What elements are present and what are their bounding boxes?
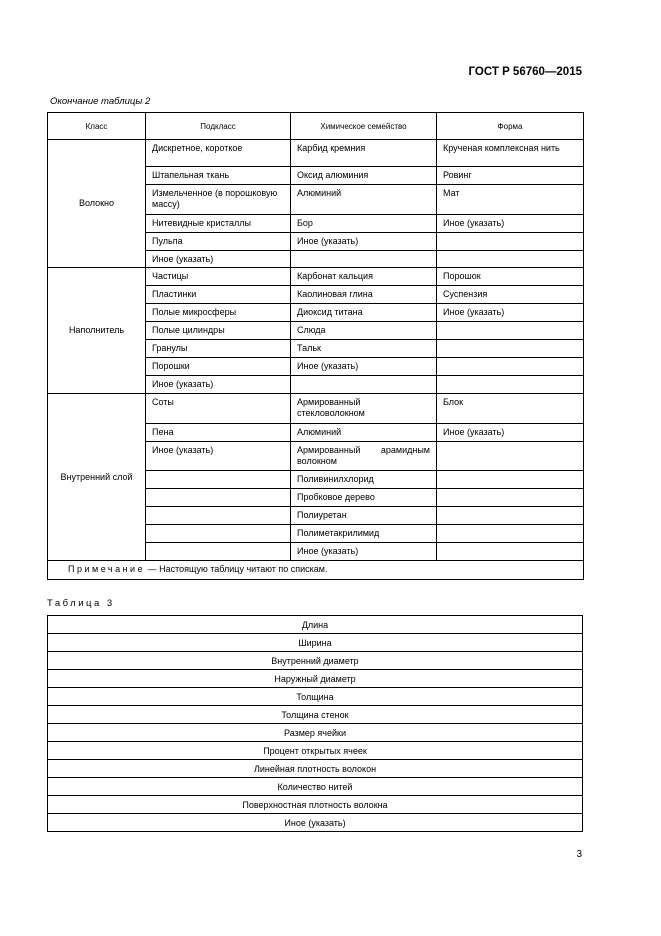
form-cell: Иное (указать)	[437, 424, 584, 442]
parameter-cell: Поверхностная плотность волокна	[48, 796, 583, 814]
family-cell: Слюда	[291, 322, 437, 340]
table-3-caption: Таблица 3	[47, 598, 115, 609]
form-cell: Ровинг	[437, 167, 584, 185]
form-cell	[437, 358, 584, 376]
form-cell	[437, 251, 584, 268]
class-cell: Внутренний слой	[48, 394, 146, 561]
column-header: Химическое семейство	[291, 113, 437, 140]
subclass-cell: Иное (указать)	[146, 251, 291, 268]
subclass-cell: Дискретное, короткое	[146, 140, 291, 167]
family-cell: Карбид кремния	[291, 140, 437, 167]
table-row	[48, 268, 584, 286]
table-row	[48, 742, 583, 760]
family-cell: Карбонат кальция	[291, 268, 437, 286]
subclass-cell	[146, 471, 291, 489]
subclass-cell: Пена	[146, 424, 291, 442]
subclass-cell	[146, 489, 291, 507]
column-header: Форма	[437, 113, 584, 140]
parameter-cell: Количество нитей	[48, 778, 583, 796]
table-row	[48, 652, 583, 670]
form-cell	[437, 543, 584, 561]
subclass-cell: Штапельная ткань	[146, 167, 291, 185]
table-row	[48, 706, 583, 724]
class-cell: Волокно	[48, 140, 146, 268]
subclass-cell: Соты	[146, 394, 291, 424]
table-row	[48, 724, 583, 742]
form-cell	[437, 233, 584, 251]
parameter-cell: Линейная плотность волокон	[48, 760, 583, 778]
subclass-cell: Иное (указать)	[146, 376, 291, 394]
form-cell	[437, 322, 584, 340]
family-cell: Бор	[291, 215, 437, 233]
form-cell	[437, 507, 584, 525]
subclass-cell: Иное (указать)	[146, 442, 291, 471]
note-label: Примечание	[68, 564, 146, 574]
family-cell: Пробковое дерево	[291, 489, 437, 507]
table-row	[48, 796, 583, 814]
table-row	[48, 760, 583, 778]
page-number: 3	[576, 849, 582, 860]
form-cell	[437, 471, 584, 489]
subclass-cell: Полые микросферы	[146, 304, 291, 322]
parameter-cell: Толщина стенок	[48, 706, 583, 724]
family-cell: Армированный арамидным волокном	[291, 442, 437, 471]
subclass-cell	[146, 507, 291, 525]
form-cell: Блок	[437, 394, 584, 424]
table-row	[48, 394, 584, 424]
parameter-cell: Ширина	[48, 634, 583, 652]
family-cell: Армированный стекловолокном	[291, 394, 437, 424]
table-row	[48, 634, 583, 652]
parameter-cell: Длина	[48, 616, 583, 634]
subclass-cell: Пульпа	[146, 233, 291, 251]
form-cell	[437, 489, 584, 507]
table-row	[48, 778, 583, 796]
subclass-cell: Порошки	[146, 358, 291, 376]
parameter-cell: Размер ячейки	[48, 724, 583, 742]
family-cell	[291, 251, 437, 268]
parameter-cell: Иное (указать)	[48, 814, 583, 832]
subclass-cell: Измельченное (в порошковую массу)	[146, 185, 291, 215]
document-header: ГОСТ Р 56760—2015	[468, 66, 582, 78]
note-text: — Настоящую таблицу читают по спискам.	[145, 564, 328, 574]
form-cell: Порошок	[437, 268, 584, 286]
form-cell	[437, 376, 584, 394]
table-row	[48, 688, 583, 706]
form-cell: Иное (указать)	[437, 215, 584, 233]
family-cell: Каолиновая глина	[291, 286, 437, 304]
subclass-cell: Полые цилиндры	[146, 322, 291, 340]
family-cell	[291, 376, 437, 394]
table-row	[48, 670, 583, 688]
family-cell: Алюминий	[291, 185, 437, 215]
parameter-cell: Процент открытых ячеек	[48, 742, 583, 760]
family-cell: Тальк	[291, 340, 437, 358]
family-cell: Алюминий	[291, 424, 437, 442]
column-header: Подкласс	[146, 113, 291, 140]
table-row	[48, 140, 584, 167]
table-2-caption: Окончание таблицы 2	[50, 96, 151, 107]
form-cell: Мат	[437, 185, 584, 215]
subclass-cell	[146, 525, 291, 543]
table-note	[48, 561, 584, 580]
family-cell: Иное (указать)	[291, 543, 437, 561]
class-cell: Наполнитель	[48, 268, 146, 394]
family-cell: Оксид алюминия	[291, 167, 437, 185]
family-cell: Полиуретан	[291, 507, 437, 525]
table-2	[47, 112, 584, 580]
form-cell	[437, 525, 584, 543]
subclass-cell	[146, 543, 291, 561]
family-cell: Иное (указать)	[291, 233, 437, 251]
family-cell: Поливинилхлорид	[291, 471, 437, 489]
table-2-note-row	[48, 561, 584, 580]
form-cell	[437, 442, 584, 471]
form-cell: Суспензия	[437, 286, 584, 304]
table-3	[47, 615, 583, 832]
subclass-cell: Пластинки	[146, 286, 291, 304]
subclass-cell: Гранулы	[146, 340, 291, 358]
parameter-cell: Наружный диаметр	[48, 670, 583, 688]
form-cell	[437, 340, 584, 358]
form-cell: Крученая комплексная нить	[437, 140, 584, 167]
family-cell: Иное (указать)	[291, 358, 437, 376]
table-row	[48, 814, 583, 832]
family-cell: Диоксид титана	[291, 304, 437, 322]
column-header: Класс	[48, 113, 146, 140]
form-cell: Иное (указать)	[437, 304, 584, 322]
table-2-header-row	[48, 113, 584, 140]
parameter-cell: Внутренний диаметр	[48, 652, 583, 670]
subclass-cell: Частицы	[146, 268, 291, 286]
subclass-cell: Нитевидные кристаллы	[146, 215, 291, 233]
table-row	[48, 616, 583, 634]
family-cell: Полиметакрилимид	[291, 525, 437, 543]
parameter-cell: Толщина	[48, 688, 583, 706]
